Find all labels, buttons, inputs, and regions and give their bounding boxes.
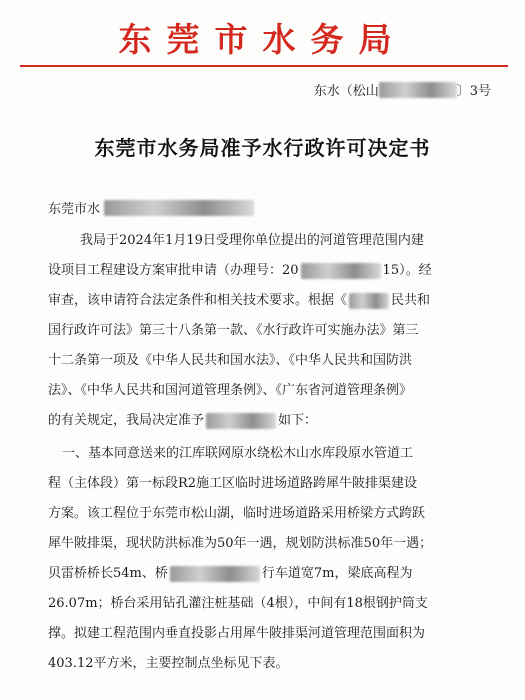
body-text: 贝雷桥桥长54m、桥 (48, 566, 168, 581)
body-line: 一、基本同意送来的江库联网原水绕松木山水库段原水管道工 (62, 446, 414, 461)
body-line: 26.07m；桥台采用钻孔灌注桩基础（4根），中间有18根钢护筒支 (48, 596, 428, 611)
document-title: 东莞市水务局准予水行政许可决定书 (94, 136, 431, 160)
body-line: 十二条第一项及《中华人民共和国水法》、《中华人民共和国防洪 (48, 353, 413, 368)
redaction-mark (104, 200, 254, 216)
body-line: 犀牛陂排渠，现状防洪标准为50年一遇，规划防洪标准50年一遇； (48, 536, 433, 551)
body-line: 国行政许可法》第三十八条第一款、《水行政许可实施办法》第三 (48, 323, 419, 338)
red-rule (20, 65, 508, 67)
doc-number-prefix: 东水（松山 (313, 84, 379, 99)
body-text: 15）。经 (382, 263, 432, 278)
recipient-name: 东莞市水 (48, 202, 101, 217)
body-text: 如下： (278, 413, 318, 428)
redaction-mark (170, 566, 260, 582)
document-number (314, 80, 491, 99)
body-line: 撑。拟建工程范围内垂直投影占用犀牛陂排渠河道管理范围面积为 (48, 626, 426, 641)
redaction-mark (301, 263, 381, 279)
redaction-mark (349, 293, 389, 309)
body-line: 法》、《中华人民共和国河道管理条例》、《广东省河道管理条例》 (48, 383, 413, 398)
body-text: 民共和 (391, 293, 431, 308)
redaction-mark (206, 413, 276, 429)
body-line: 程（主体段）第一标段R2施工区临时进场道路跨犀牛陂排渠建设 (48, 476, 418, 491)
body-line: 方案。该工程位于东莞市松山湖，临时进场道路采用桥梁方式跨跃 (48, 506, 426, 521)
recipient-line (48, 198, 254, 217)
body-text: 行车道宽7m，梁底高程为 (261, 566, 413, 581)
body-text: 审查，该申请符合法定条件和相关技术要求。根据《 (48, 293, 348, 308)
body-line (48, 292, 430, 310)
body-text: 设项目工程建设方案审批申请（办理号：20 (48, 263, 299, 278)
body-text: 的有关规定，我局决定准予 (48, 413, 205, 428)
body-line: 403.12平方米，主要控制点坐标见下表。 (48, 656, 289, 671)
body-line: 我局于2024年1月19日受理你单位提出的河道管理范围内建 (80, 233, 424, 248)
body-line (48, 262, 432, 280)
doc-number-suffix: 〕3号 (456, 84, 491, 99)
body-line (48, 565, 412, 583)
body-line (48, 412, 317, 430)
redaction-mark (379, 82, 457, 98)
agency-masthead: 东莞市水务局 (118, 20, 407, 59)
